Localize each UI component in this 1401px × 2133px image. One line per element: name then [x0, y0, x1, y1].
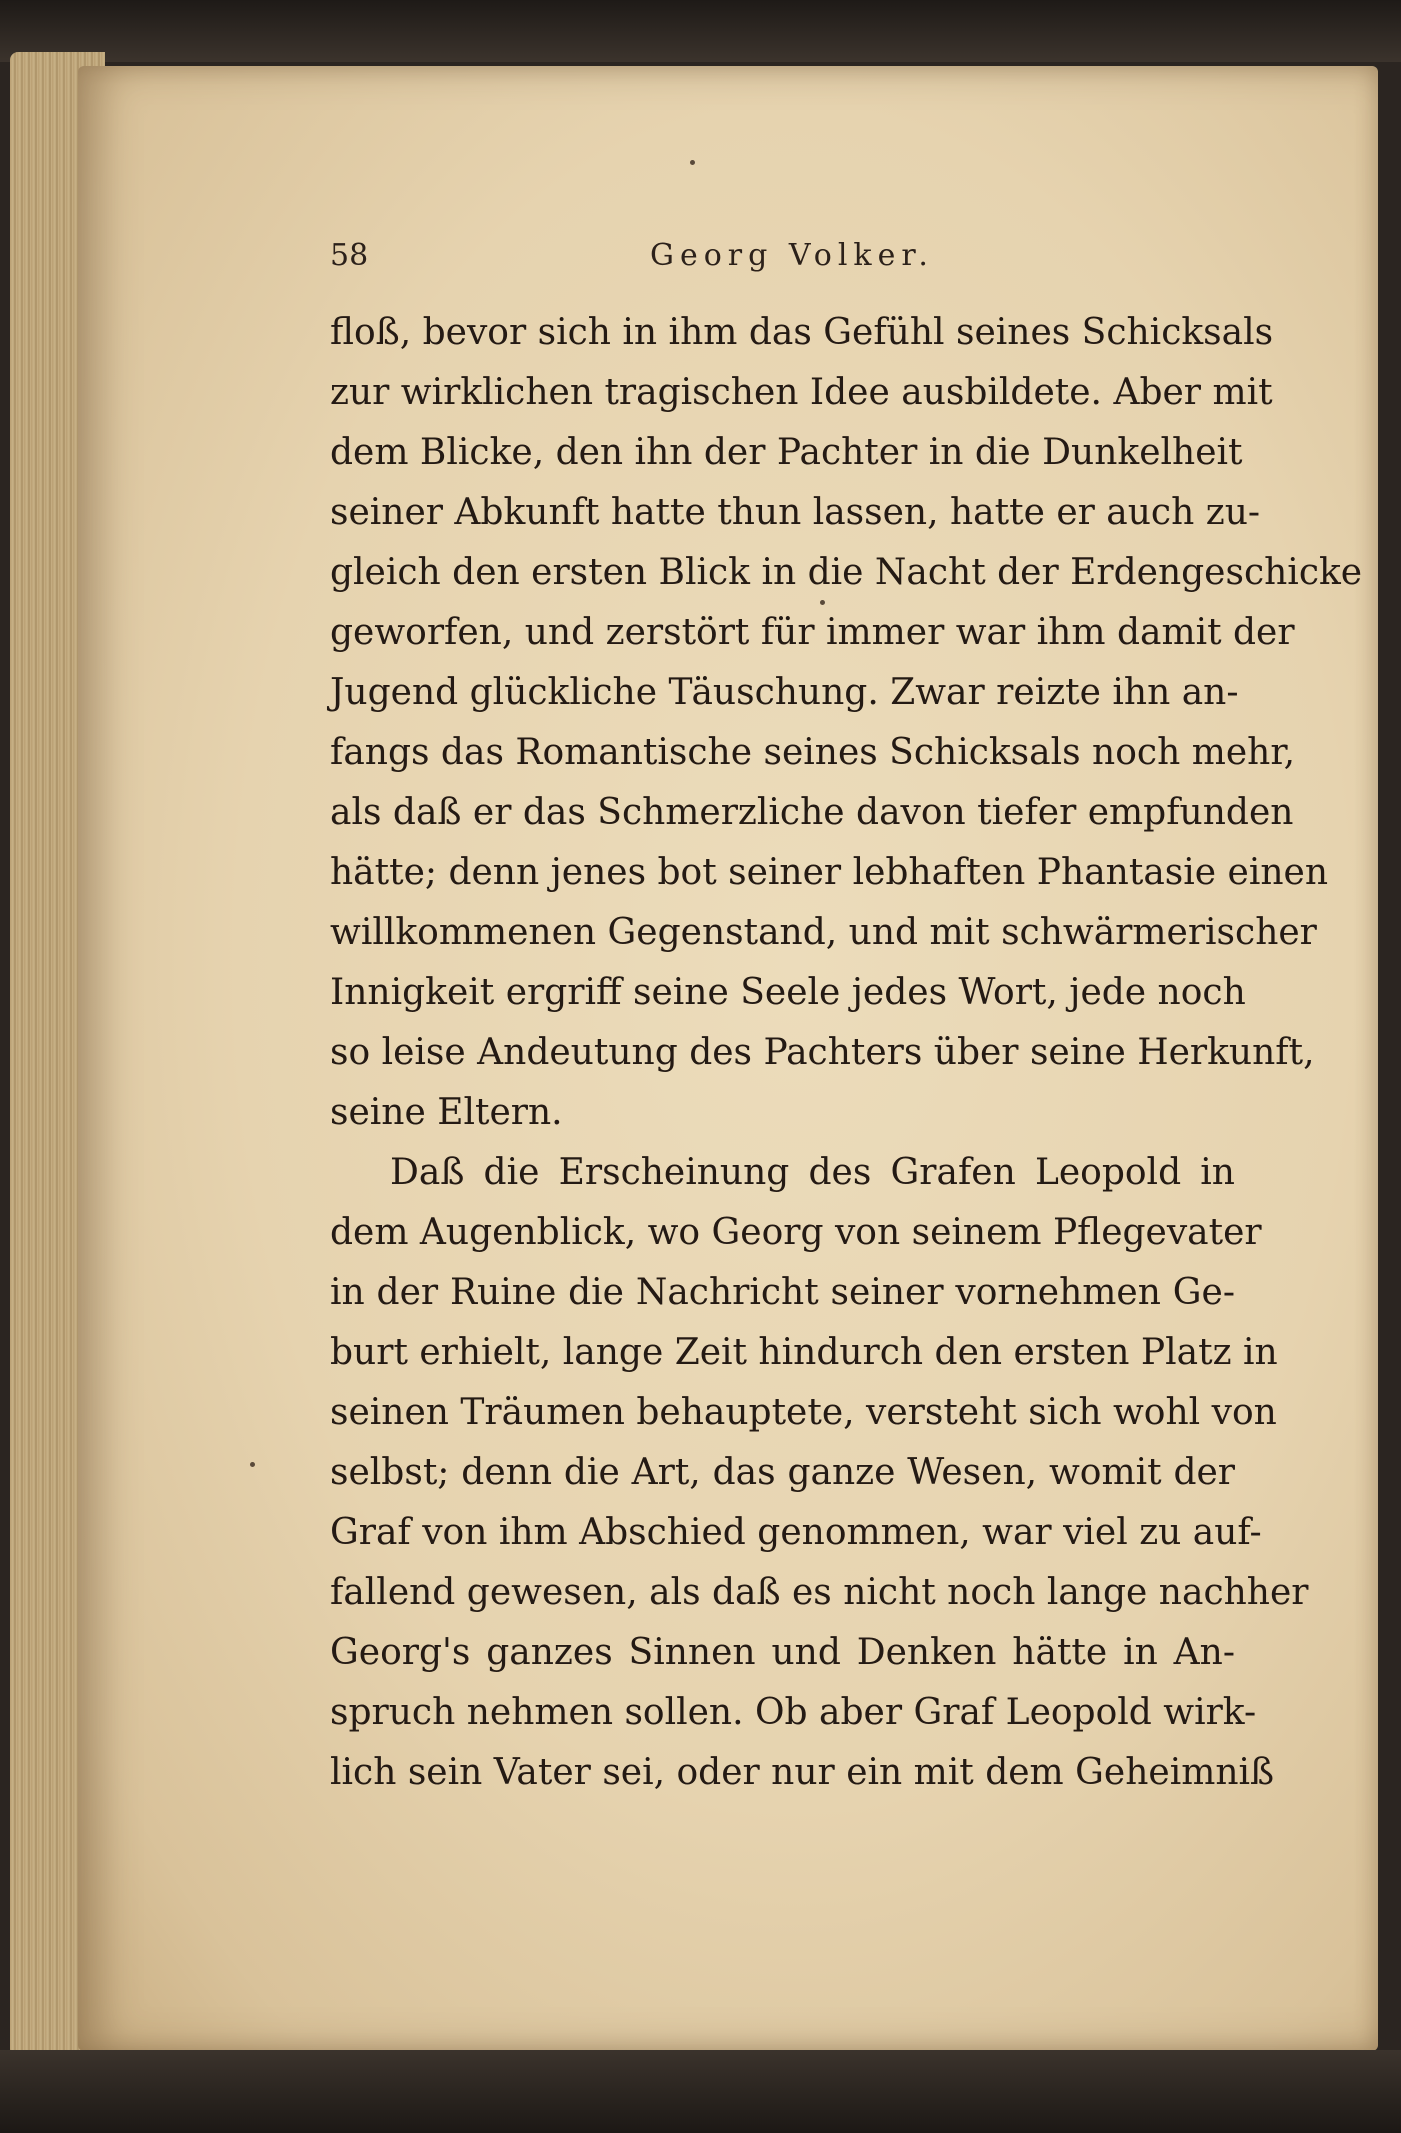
running-title: Georg Volker. — [650, 238, 934, 273]
text-line: floß, bevor sich in ihm das Gefühl seines Schicksals — [330, 312, 1274, 353]
text-line: hätte; denn jenes bot seiner lebhaften Phantasie einen — [330, 852, 1329, 893]
running-head — [330, 238, 1235, 288]
text-line: burt erhielt, lange Zeit hindurch den ersten Platz in — [330, 1332, 1278, 1373]
text-line: fangs das Romantische seines Schicksals noch mehr, — [330, 732, 1296, 773]
book-cover-top-edge — [0, 0, 1401, 62]
text-line: zur wirklichen tragischen Idee ausbildete. Aber mit — [330, 372, 1273, 413]
text-line: fallend gewesen, als daß es nicht noch lange nachher — [330, 1572, 1309, 1613]
text-line: so leise Andeutung des Pachters über seine Herkunft, — [330, 1032, 1315, 1073]
text-line: als daß er das Schmerzliche davon tiefer empfunden — [330, 792, 1294, 833]
text-line: seiner Abkunft hatte thun lassen, hatte er auch zu- — [330, 492, 1261, 533]
text-line: dem Blicke, den ihn der Pachter in die Dunkelheit — [330, 432, 1243, 473]
text-line: Georg's ganzes Sinnen und Denken hätte in An- — [330, 1632, 1235, 1673]
text-line: seine Eltern. — [330, 1092, 563, 1133]
text-line: spruch nehmen sollen. Ob aber Graf Leopold wirk- — [330, 1692, 1257, 1733]
text-line: lich sein Vater sei, oder nur ein mit dem Geheimniß — [330, 1752, 1275, 1793]
text-line: in der Ruine die Nachricht seiner vornehmen Ge- — [330, 1272, 1235, 1313]
paper-speck — [250, 1462, 255, 1467]
paragraph — [330, 1143, 1309, 1803]
text-line: Innigkeit ergriff seine Seele jedes Wort, jede noch — [330, 972, 1246, 1013]
text-line: Graf von ihm Abschied genommen, war viel zu auf- — [330, 1512, 1262, 1553]
paragraph — [330, 303, 1363, 1143]
text-line: selbst; denn die Art, das ganze Wesen, womit der — [330, 1452, 1235, 1493]
text-line: geworfen, und zerstört für immer war ihm damit der — [330, 612, 1295, 653]
body-text — [330, 303, 1363, 1803]
text-line: gleich den ersten Blick in die Nacht der Erdengeschicke — [330, 552, 1363, 593]
text-line: Daß die Erscheinung des Grafen Leopold in — [390, 1152, 1235, 1193]
text-line: willkommenen Gegenstand, und mit schwärmerischer — [330, 912, 1317, 953]
text-line: Jugend glückliche Täuschung. Zwar reizte ihn an- — [330, 672, 1239, 713]
page-number: 58 — [330, 238, 369, 273]
book-cover-bottom-edge — [0, 2050, 1401, 2133]
paper-speck — [690, 160, 695, 165]
text-line: seinen Träumen behauptete, versteht sich wohl von — [330, 1392, 1277, 1433]
text-line: dem Augenblick, wo Georg von seinem Pflegevater — [330, 1212, 1262, 1253]
